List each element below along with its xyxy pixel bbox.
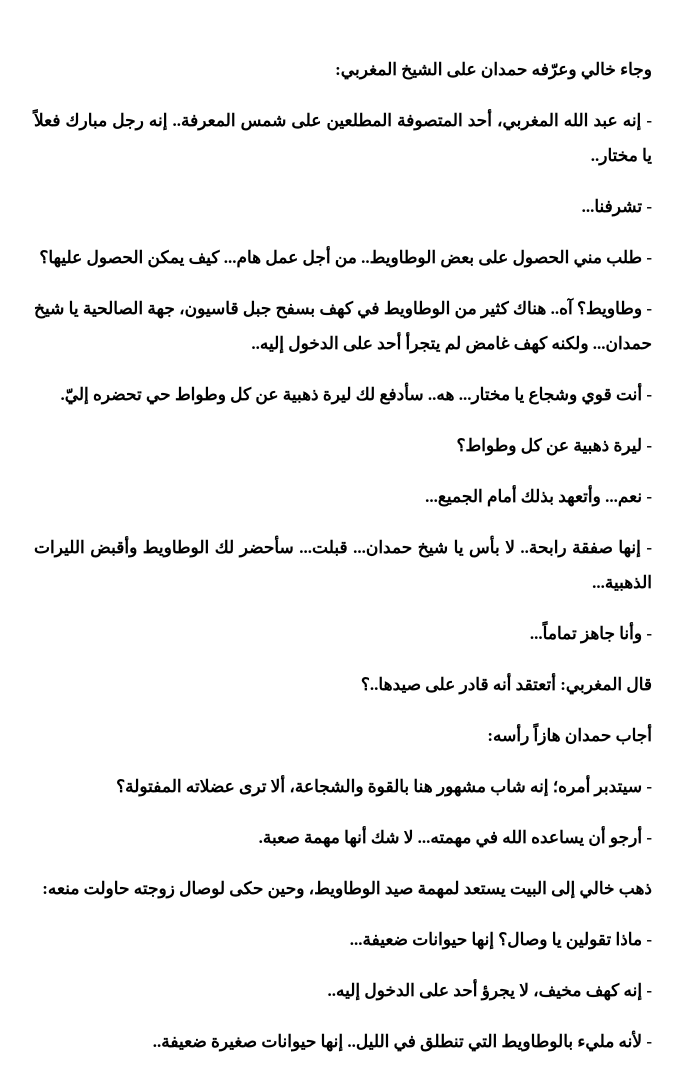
paragraph-16: - ماذا تقولين يا وصال؟ إنها حيوانات ضعيفة... bbox=[349, 930, 652, 949]
paragraph-13: - سيتدبر أمره؛ إنه شاب مشهور هنا بالقوة والشجاعة، ألا ترى عضلاته المفتولة؟ bbox=[116, 777, 652, 796]
paragraph-2: - إنه عبد الله المغربي، أحد المتصوفة المطلعين على شمس المعرفة.. إنه رجل مبارك فعلاً يا مختار.. bbox=[34, 111, 652, 165]
paragraph-7: - ليرة ذهبية عن كل وطواط؟ bbox=[456, 436, 652, 455]
document-page bbox=[34, 52, 652, 1075]
paragraph-10: - وأنا جاهز تماماً... bbox=[529, 624, 652, 643]
paragraph-4: - طلب مني الحصول على بعض الوطاويط.. من أجل عمل هام... كيف يمكن الحصول عليها؟ bbox=[39, 248, 652, 267]
paragraph-17: - إنه كهف مخيف، لا يجرؤ أحد على الدخول إليه.. bbox=[327, 981, 652, 1000]
paragraph-1: وجاء خالي وعرّفه حمدان على الشيخ المغربي: bbox=[335, 60, 652, 79]
paragraph-12: أجاب حمدان هازاً رأسه: bbox=[487, 726, 652, 745]
paragraph-3: - تشرفنا... bbox=[581, 197, 652, 216]
paragraph-6: - أنت قوي وشجاع يا مختار... هه.. سأدفع لك ليرة ذهبية عن كل وطواط حي تحضره إليّ. bbox=[60, 385, 652, 404]
paragraph-5: - وطاويط؟ آه.. هناك كثير من الوطاويط في كهف بسفح جبل قاسيون، جهة الصالحية يا شيخ حمدان... ولكنه كهف غامض لم يتجرأ أحد على الدخول إليه.. bbox=[34, 299, 652, 353]
paragraph-11: قال المغربي: أتعتقد أنه قادر على صيدها..؟ bbox=[360, 675, 652, 694]
paragraph-8: - نعم... وأتعهد بذلك أمام الجميع... bbox=[425, 487, 652, 506]
paragraph-14: - أرجو أن يساعده الله في مهمته... لا شك أنها مهمة صعبة. bbox=[258, 828, 652, 847]
paragraph-9: - إنها صفقة رابحة.. لا بأس يا شيخ حمدان... قبلت... سأحضر لك الوطاويط وأقبض الليرات الذهبية... bbox=[34, 538, 652, 592]
paragraph-15: ذهب خالي إلى البيت يستعد لمهمة صيد الوطاويط، وحين حكى لوصال زوجته حاولت منعه: bbox=[42, 879, 652, 898]
paragraph-18: - لأنه مليء بالوطاويط التي تنطلق في الليل.. إنها حيوانات صغيرة ضعيفة.. bbox=[152, 1032, 652, 1051]
